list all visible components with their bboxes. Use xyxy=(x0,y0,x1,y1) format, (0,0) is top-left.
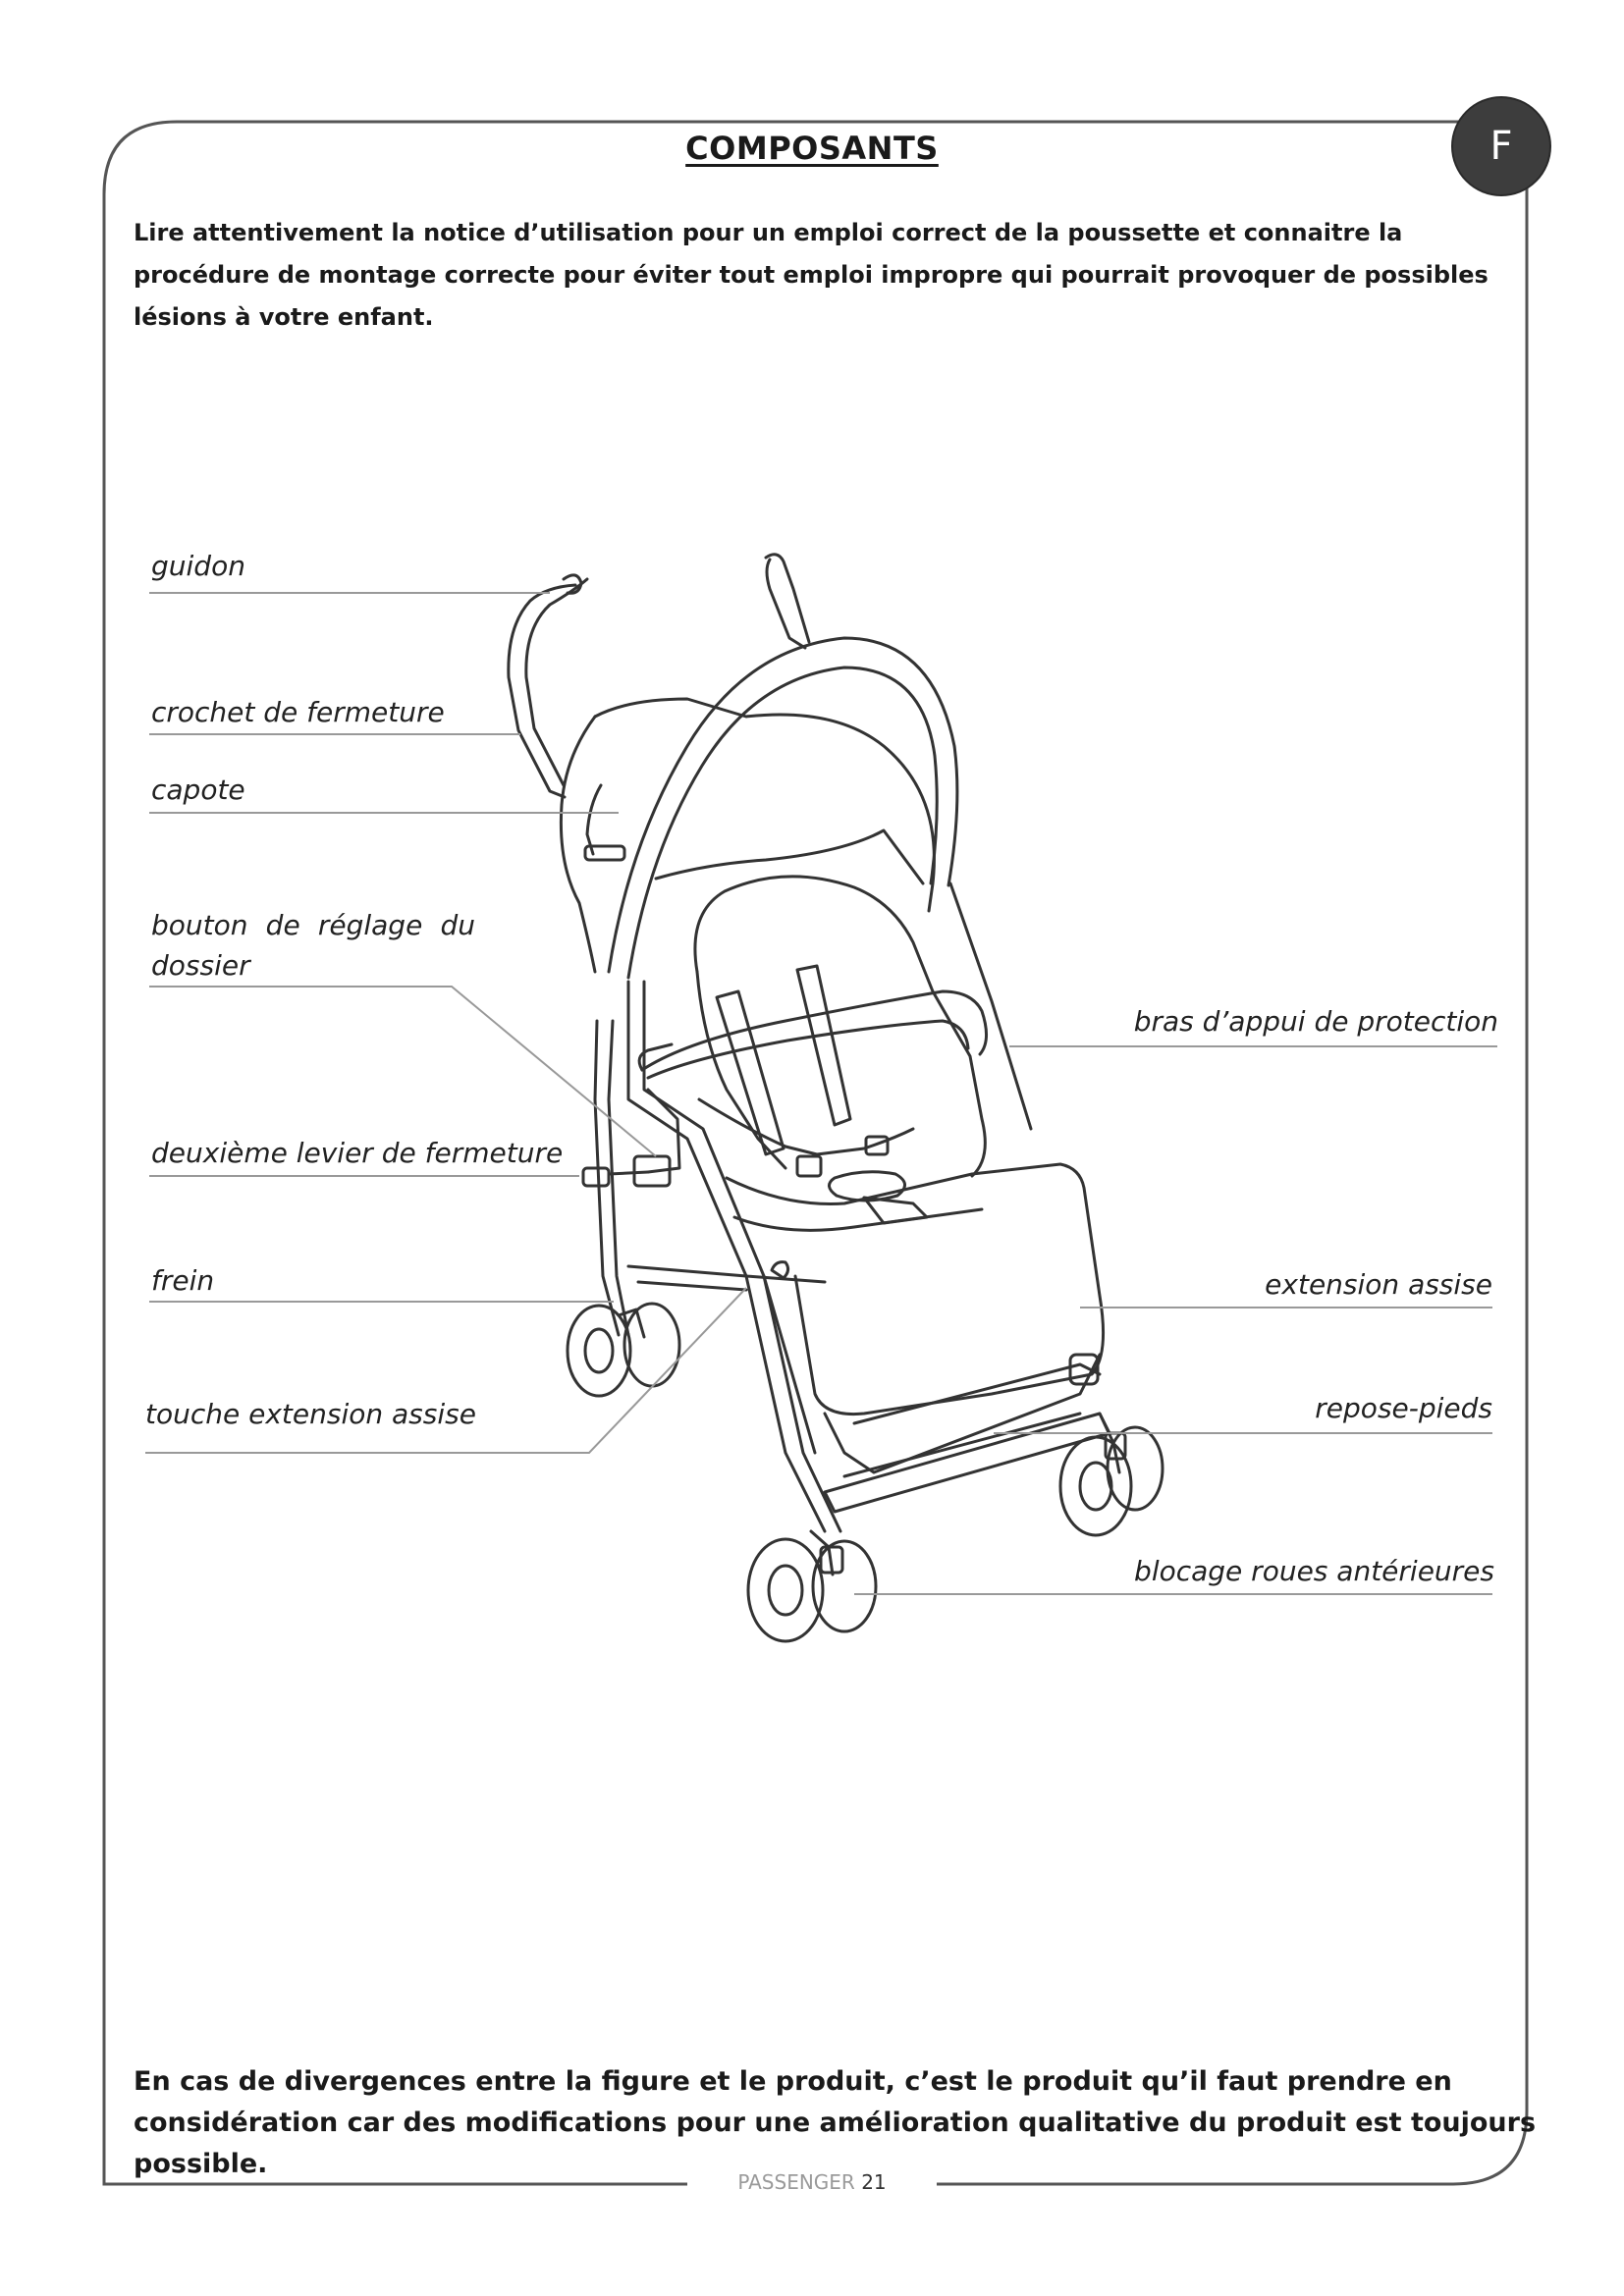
label-crochet-de-fermeture: crochet de fermeture xyxy=(151,696,445,728)
footer-brand: PASSENGER xyxy=(737,2170,855,2194)
label-extension-assise: extension assise xyxy=(1265,1268,1492,1301)
page-title: COMPOSANTS xyxy=(685,130,939,167)
page-number: 21 xyxy=(861,2170,887,2194)
label-frein: frein xyxy=(151,1264,215,1297)
disclaimer-note: En cas de divergences entre la figure et le produit, c’est le produit qu’il faut prendre en considération car des modifications pour une amélioration qualitative du produit est toujours possible. xyxy=(134,2066,1537,2179)
page-footer xyxy=(0,2170,1624,2194)
label-deuxieme-levier: deuxième levier de fermeture xyxy=(151,1137,564,1169)
intro-paragraph: Lire attentivement la notice d’utilisation pour un emploi correct de la poussette et connaitre la procédure de montage correcte pour éviter tout emploi impropre qui pourrait provoquer de possibles lésions à votre enfant. xyxy=(134,219,1489,331)
label-repose-pieds: repose-pieds xyxy=(1315,1392,1492,1424)
label-bouton-reglage-dossier: bouton de réglage du dossier xyxy=(151,909,475,982)
label-bras-appui-protection: bras d’appui de protection xyxy=(1133,1005,1498,1038)
label-blocage-roues: blocage roues antérieures xyxy=(1134,1555,1494,1587)
label-touche-extension-assise: touche extension assise xyxy=(145,1398,476,1430)
label-guidon: guidon xyxy=(151,550,245,582)
section-badge: F xyxy=(1453,98,1549,194)
label-capote: capote xyxy=(151,774,245,806)
